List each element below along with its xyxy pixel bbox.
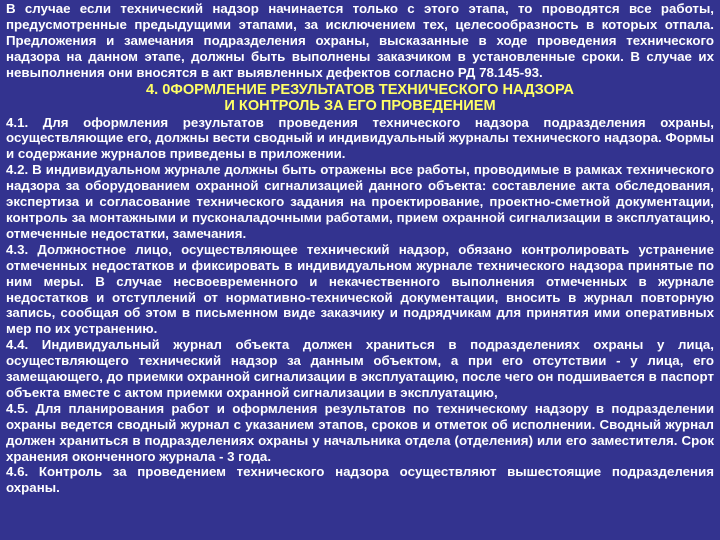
paragraph-4-2: 4.2. В индивидуальном журнале должны быть отражены все работы, проводимые в рамках технического надзора за оборудованием охранной сигнализацией данного объекта: составление акта обследования, экспертиза и согласование технического задания на проектирование, проектно-сметной документации, контроль за монтажными и пусконаладочными работами, прием охранной сигнализации в эксплуатацию, отмеченные недостатки, замечания. (6, 162, 714, 241)
section-heading-line-1: 4. 0ФОРМЛЕНИЕ РЕЗУЛЬТАТОВ ТЕХНИЧЕСКОГО НАДЗОРА (146, 81, 574, 98)
paragraph-4-1: 4.1. Для оформления результатов проведения технического надзора подразделения охраны, осуществляющие его, должны вести сводный и индивидуальный журналы технического надзора. Формы и содержание журналов приведены в приложении. (6, 114, 714, 162)
paragraph-4-4: 4.4. Индивидуальный журнал объекта должен храниться в подразделениях охраны у лица, осуществляющего технический надзор за данным объектом, а при его отсутствии - у лица, его замещающего, до приемки охранной сигнализации в эксплуатацию, после чего он подшивается в паспорт объекта вместе с актом приемки охранной сигнализации в эксплуатацию, (6, 337, 714, 400)
section-heading (6, 82, 714, 114)
intro-paragraph: В случае если технический надзор начинается только с этого этапа, то проводятся все работы, предусмотренные предыдущими этапами, за исключением тех, целесообразность в которых отпала. Предложения и замечания подразделения охраны, высказанные в ходе проведения технического надзора на данном этапе, должны быть выполнены заказчиком в установленные сроки. В случае их невыполнения они вносятся в акт выявленных дефектов согласно РД 78.145-93. (6, 1, 714, 80)
paragraph-4-5: 4.5. Для планирования работ и оформления результатов по техническому надзору в подразделении охраны ведется сводный журнал с указанием этапов, сроков и отметок об исполнении. Сводный журнал должен храниться в подразделениях охраны у начальника отдела (отделения) или его заместителя. Срок хранения оконченного журнала - 3 года. (6, 400, 714, 464)
paragraph-4-3: 4.3. Должностное лицо, осуществляющее технический надзор, обязано контролировать устранение отмеченных недостатков и фиксировать в индивидуальном журнале технического надзора принятые по ним меры. В случае несвоевременного и некачественного выполнения отмеченных в журнале недостатков и отступлений от нормативно-технической документации, вносить в журнал повторную запись, сообщая об этом в письменном виде заказчику и подрядчикам для принятия ими оперативных мер по их устранению. (6, 241, 714, 337)
paragraph-4-6: 4.6. Контроль за проведением технического надзора осуществляют вышестоящие подразделения охраны. (6, 464, 714, 496)
section-heading-line-2: И КОНТРОЛЬ ЗА ЕГО ПРОВЕДЕНИЕМ (224, 97, 496, 114)
